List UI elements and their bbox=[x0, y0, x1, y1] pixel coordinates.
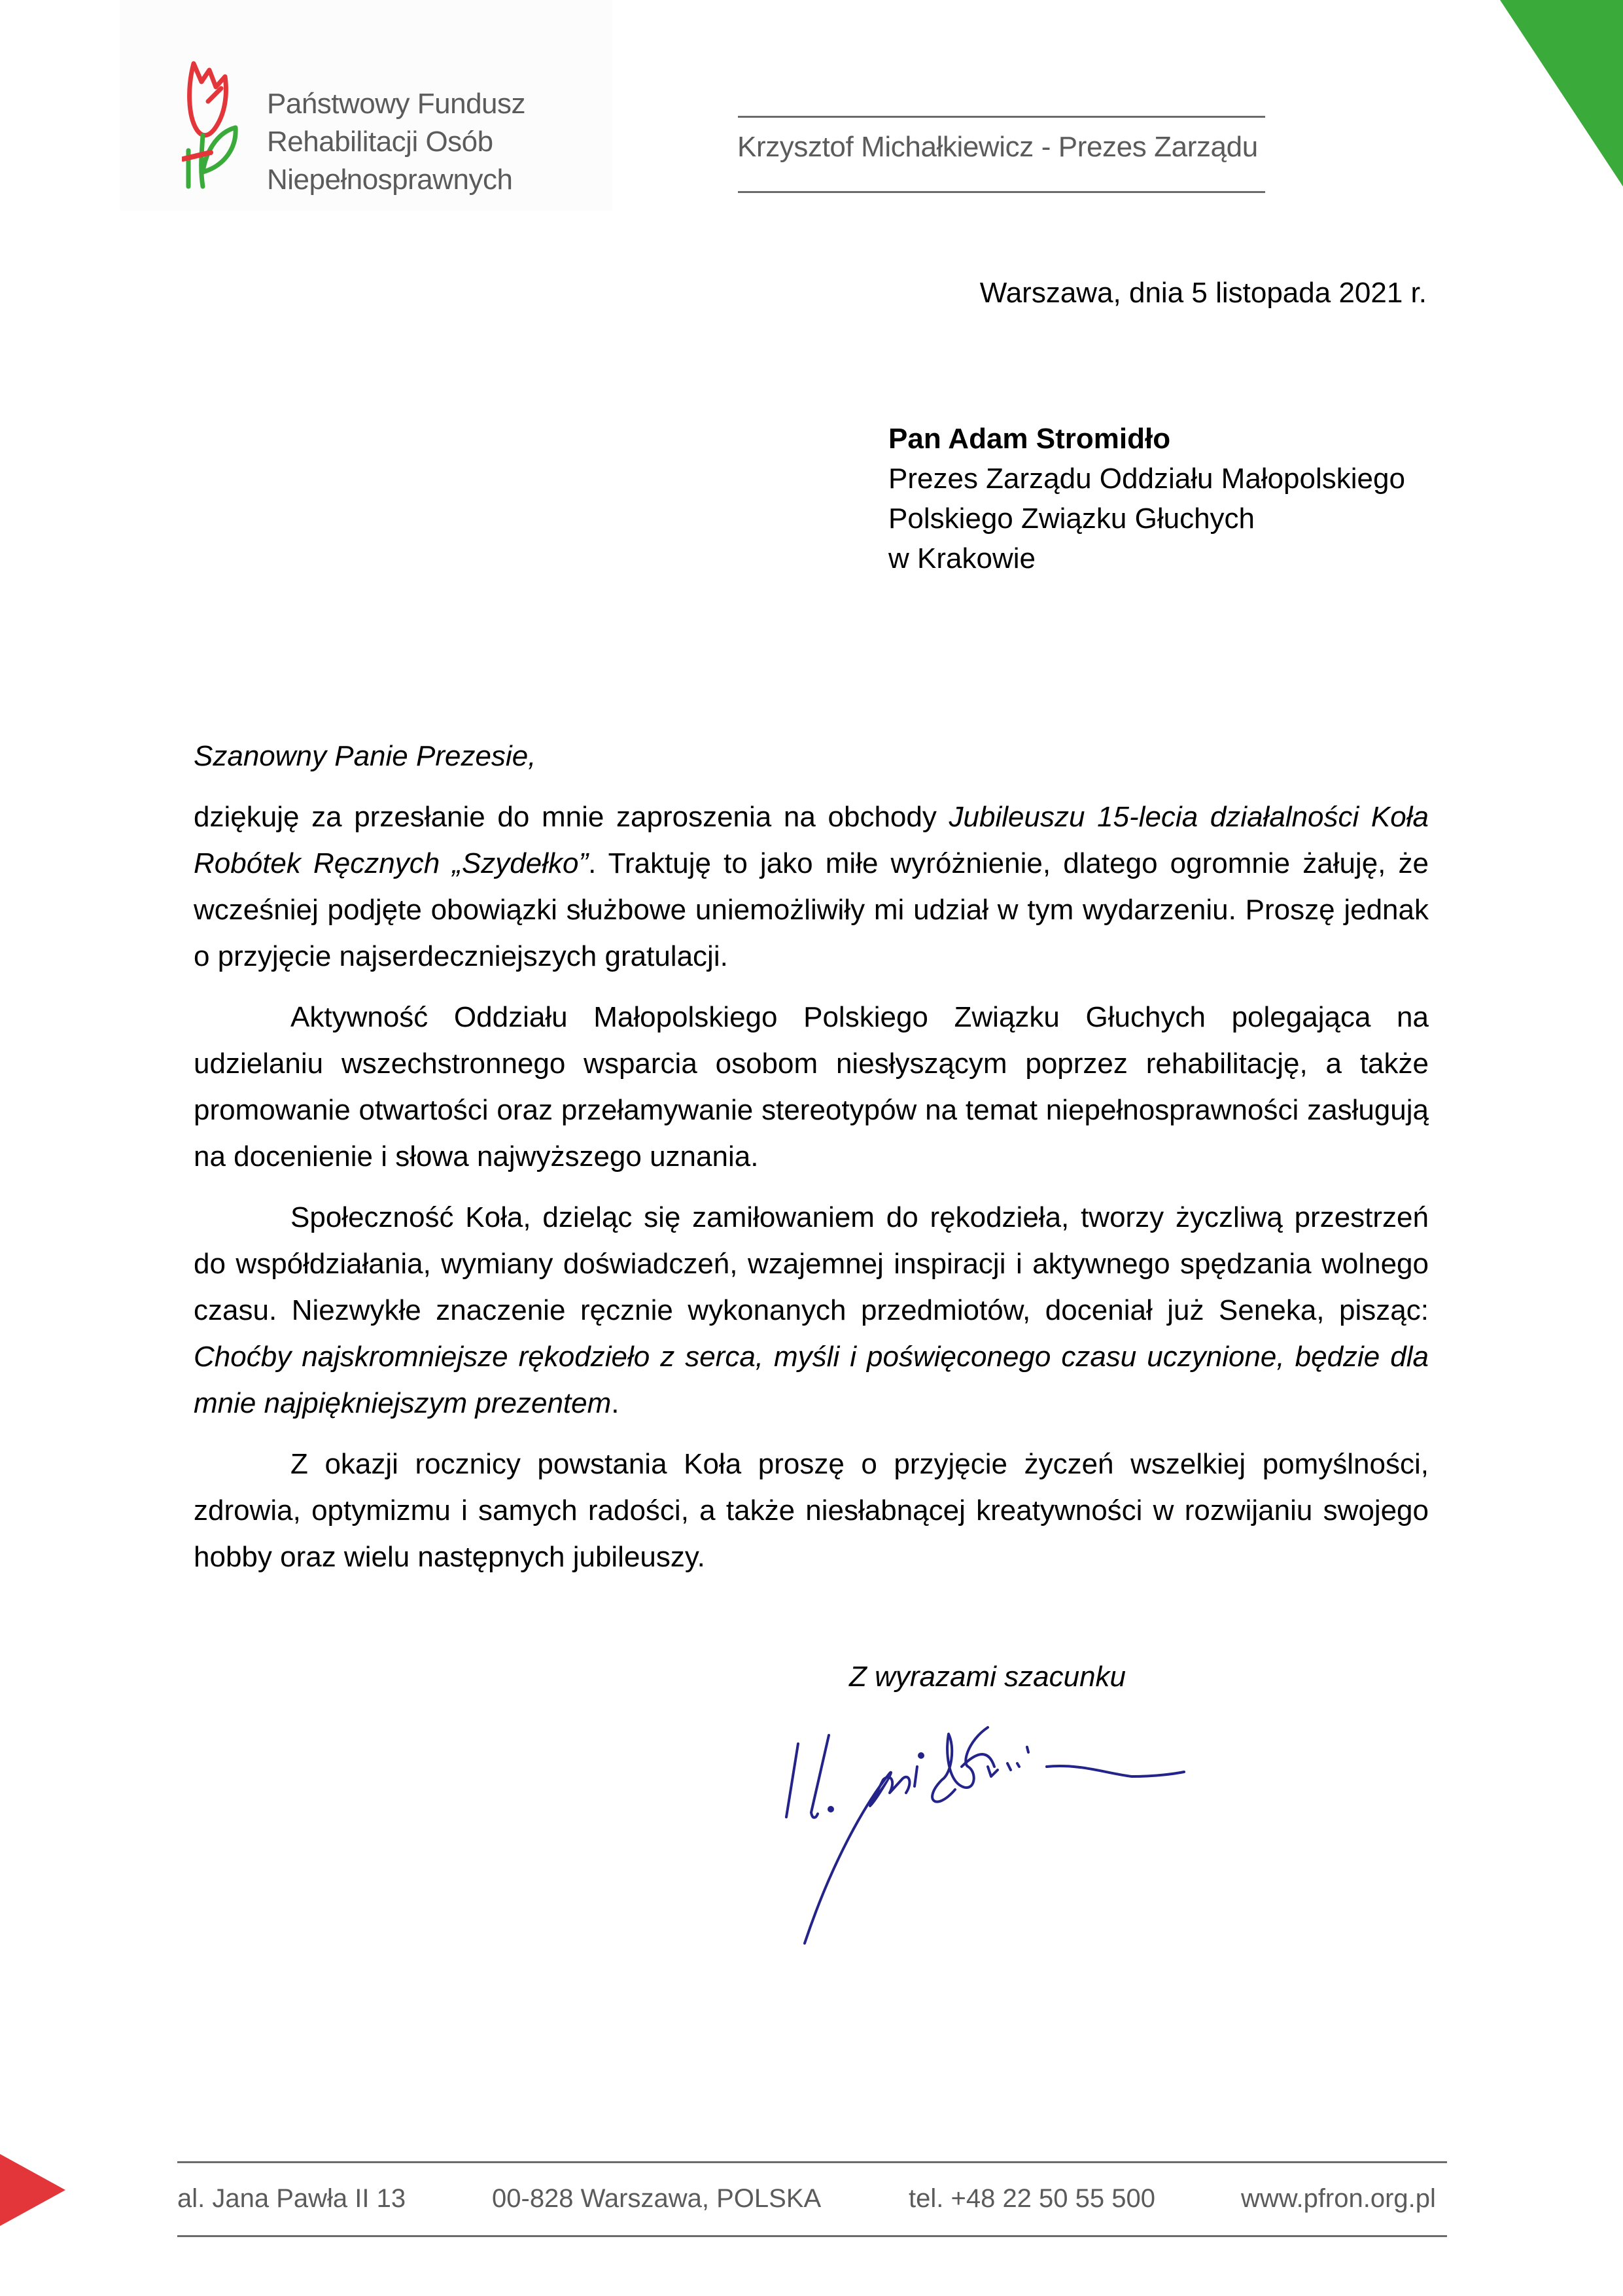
organization-logo bbox=[120, 0, 612, 211]
letter-body bbox=[194, 733, 1429, 1595]
footer-address: al. Jana Pawła II 13 bbox=[177, 2184, 406, 2213]
organization-name bbox=[267, 85, 525, 199]
paragraph-text: Społeczność Koła, dzieląc się zamiłowaniem do rękodzieła, tworzy życzliwą przestrzeń do współdziałania, wymiany doświadczeń, wzajemnej inspiracji i aktywnego spędzania wolnego czasu. Niezwykłe znaczenie ręcznie wykonanych przedmiotów, doceniał już Seneka, pisząc: bbox=[194, 1201, 1429, 1326]
closing-phrase: Z wyrazami szacunku bbox=[849, 1661, 1126, 1693]
paragraph-text: . Traktuję to jako miłe wyróżnienie, dlatego ogromnie żałuję, że wcześniej podjęte obowiązki służbowe uniemożliwiły mi udział w tym wydarzeniu. Proszę jednak o przyjęcie najserdeczniejszych gratulacji. bbox=[194, 847, 1429, 972]
letter-date: Warszawa, dnia 5 listopada 2021 r. bbox=[979, 277, 1427, 309]
paragraph-1 bbox=[194, 794, 1429, 980]
tulip-logo-icon bbox=[182, 56, 260, 193]
paragraph-2: Aktywność Oddziału Małopolskiego Polskiego Związku Głuchych polegająca na udzielaniu wszechstronnego wsparcia osobom niesłyszącym poprzez rehabilitację, a także promowanie otwartości oraz przełamywanie stereotypów na temat niepełnosprawności zasługują na docenienie i słowa najwyższego uznania. bbox=[194, 1001, 1429, 1173]
recipient-line: Polskiego Związku Głuchych bbox=[888, 503, 1255, 535]
recipient-address bbox=[888, 419, 1405, 578]
header-divider-top bbox=[738, 116, 1265, 118]
recipient-line: w Krakowie bbox=[888, 542, 1036, 574]
paragraph-text: . bbox=[611, 1387, 620, 1419]
paragraph-4: Z okazji rocznicy powstania Koła proszę o przyjęcie życzeń wszelkiej pomyślności, zdrowia, optymizmu i samych radości, a także niesłabnącej kreatywności w rozwijaniu swojego hobby oraz wielu następnych jubileuszy. bbox=[194, 1448, 1429, 1573]
footer-website-link[interactable]: www.pfron.org.pl bbox=[1241, 2184, 1436, 2213]
footer-divider-bottom bbox=[177, 2235, 1447, 2237]
footer-phone: tel. +48 22 50 55 500 bbox=[909, 2184, 1155, 2213]
paragraph-text: dziękuję za przesłanie do mnie zaproszenia na obchody bbox=[194, 801, 949, 833]
red-arrow-decoration bbox=[0, 2154, 65, 2226]
event-title: Jubileuszu 15-lecia działalności Koła Robótek Ręcznych „Szydełko” bbox=[194, 801, 1429, 879]
salutation: Szanowny Panie Prezesie, bbox=[194, 740, 536, 772]
footer-divider-top bbox=[177, 2161, 1447, 2163]
recipient-name: Pan Adam Stromidło bbox=[888, 423, 1171, 455]
sender-title: Krzysztof Michałkiewicz - Prezes Zarządu bbox=[737, 131, 1258, 163]
header-divider-bottom bbox=[738, 191, 1265, 193]
logo-line: Rehabilitacji Osób bbox=[267, 126, 493, 158]
signature-icon bbox=[765, 1701, 1354, 1950]
green-corner-decoration bbox=[1500, 0, 1623, 186]
paragraph-3 bbox=[194, 1194, 1429, 1426]
recipient-line: Prezes Zarządu Oddziału Małopolskiego bbox=[888, 463, 1405, 495]
footer-city: 00-828 Warszawa, POLSKA bbox=[492, 2184, 822, 2213]
logo-line: Państwowy Fundusz bbox=[267, 88, 526, 120]
seneca-quote: Choćby najskromniejsze rękodzieło z serca, myśli i poświęconego czasu uczynione, będzie dla mnie najpiękniejszym prezentem bbox=[194, 1341, 1429, 1419]
logo-line: Niepełnosprawnych bbox=[267, 164, 513, 196]
